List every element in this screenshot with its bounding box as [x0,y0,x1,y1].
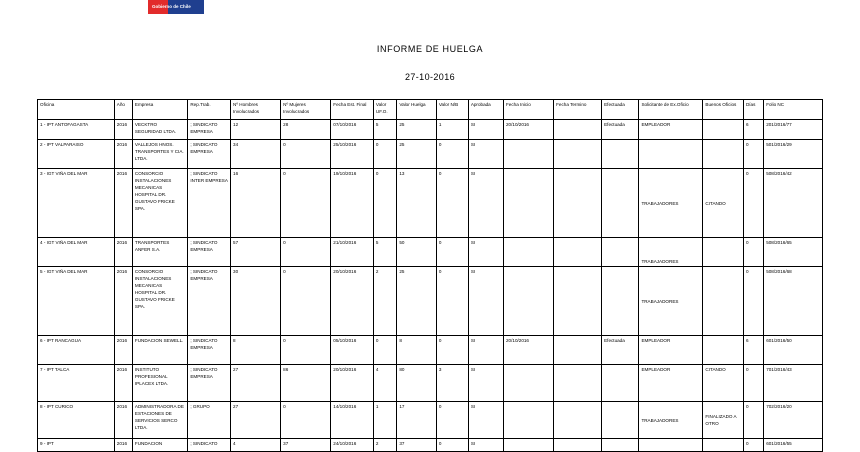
table-cell: 2016 [114,140,132,169]
table-cell: 20/10/2016 [331,365,374,402]
table-cell: ; SINDICATO [188,439,231,452]
table-cell: 0 [743,402,763,439]
col-header: Solicitante de Ex.Oficio [639,100,703,120]
table-cell: CITANDO [703,169,744,238]
table-cell: 2016 [114,238,132,267]
table-cell: 5 - IGT VIÑA DEL MAR [38,267,115,336]
table-row [38,140,823,169]
table-row [38,402,823,439]
table-cell: ; SINDICATO INTER EMPRESA [188,169,231,238]
table-cell: 0 [373,336,396,365]
table-cell: 27 [231,402,281,439]
table-cell [703,140,744,169]
table-cell: 2 - IPT VALPARAISO [38,140,115,169]
table-cell: 34 [231,140,281,169]
table-cell: 1 - IPT ANTOFAGASTA [38,120,115,140]
table-cell: 30 [231,267,281,336]
table-cell [703,267,744,336]
table-cell: 0 [743,169,763,238]
table-cell: 0 [436,439,468,452]
strike-report-table [37,99,823,452]
table-cell: 25 [397,267,436,336]
table-cell: 28 [281,120,331,140]
table-cell: 4 [231,439,281,452]
report-date: 27-10-2016 [404,72,456,82]
table-cell: 24/10/2016 [331,439,374,452]
col-header: Días [743,100,763,120]
table-cell: 8 [397,336,436,365]
table-cell [639,140,703,169]
table-cell: 0 [436,336,468,365]
table-cell: SI [468,336,503,365]
table-cell [602,169,639,238]
table-cell [703,238,744,267]
table-cell [504,169,554,238]
table-row [38,336,823,365]
table-cell: 0 [436,238,468,267]
table-cell: 0 [281,238,331,267]
table-cell: 508/2016/68 [764,267,823,336]
col-header: Efectuada [602,100,639,120]
table-cell: Efectuada [602,336,639,365]
table-cell: 2016 [114,336,132,365]
table-row [38,267,823,336]
table-cell: 4 [373,365,396,402]
table-cell: CONSORCIO INSTALACIONES MECANICAS HOSPITAL DR. GUSTAVO FRICKE SPA. [132,267,187,336]
table-cell: 20/10/2016 [504,336,554,365]
table-cell [602,238,639,267]
table-cell: TRABAJADORES [639,402,703,439]
table-cell: Efectuada [602,120,639,140]
col-header: Nº Hombres Involucrados [231,100,281,120]
table-cell: 0 [281,140,331,169]
table-cell: 14/10/2016 [331,402,374,439]
table-cell: 3 [436,365,468,402]
table-cell: 50 [397,238,436,267]
table-cell: FUNDACION SEWELL. [132,336,187,365]
table-cell: 05/10/2016 [331,336,374,365]
table-cell: ; SINDICATO EMPRESA [188,238,231,267]
col-header: Valor Huelga [397,100,436,120]
table-cell: 508/2016/42 [764,169,823,238]
col-header: Folio NC [764,100,823,120]
table-cell [554,336,602,365]
table-cell: 57 [231,238,281,267]
table-cell: FUNDACION [132,439,187,452]
table-cell: 1 [373,402,396,439]
table-cell: 701/2016/43 [764,365,823,402]
table-cell: SI [468,439,503,452]
table-cell: 5 [373,120,396,140]
table-cell: 1 [436,120,468,140]
table-cell: 0 [436,402,468,439]
table-cell: ; GRUPO [188,402,231,439]
table-cell: ADMINISTRADORA DE ESTACIONES DE SERVICIOS SERCO LTDA. [132,402,187,439]
table-cell: 0 [281,169,331,238]
table-cell: ; SINDICATO EMPRESA [188,140,231,169]
table-cell [703,120,744,140]
col-header: Fecha Termino [554,100,602,120]
table-cell: ; SINDICATO EMPRESA [188,267,231,336]
table-row [38,238,823,267]
table-cell: 0 [373,169,396,238]
col-header: Nº Mujeres Involucrados [281,100,331,120]
table-cell: 7 - IPT TALCA [38,365,115,402]
table-cell: 25/10/2016 [331,140,374,169]
table-cell: 2016 [114,120,132,140]
report-title: INFORME DE HUELGA [376,44,484,54]
table-cell [504,238,554,267]
table-cell [602,402,639,439]
table-cell: 6 [743,336,763,365]
col-header: Oficina [38,100,115,120]
col-header: Valor UF.O. [373,100,396,120]
table-cell: 0 [743,140,763,169]
logo-text: Gobierno de Chile [152,4,191,9]
table-cell: SI [468,365,503,402]
table-cell: 2016 [114,439,132,452]
table-cell: 0 [281,267,331,336]
table-cell: INSTITUTO PROFESIONAL IPLACEX LTDA. [132,365,187,402]
table-cell: 6 [743,120,763,140]
table-cell: CITANDO [703,365,744,402]
table-cell: 13 [397,169,436,238]
table-cell: 07/10/2016 [331,120,374,140]
table-cell: 12 [231,120,281,140]
table-cell: SI [468,140,503,169]
col-header: Aprobada [468,100,503,120]
table-cell: 8 [231,336,281,365]
table-cell: 201/2016/77 [764,120,823,140]
col-header: Fecha Est. Final [331,100,374,120]
gobierno-logo [148,0,204,14]
table-cell: EMPLEADOR [639,365,703,402]
table-cell: ; SINDICATO EMPRESA [188,120,231,140]
table-cell [504,140,554,169]
col-header: Fecha Inicio [504,100,554,120]
table-cell: 21/10/2016 [331,238,374,267]
table-cell: 86 [281,365,331,402]
table-cell: SI [468,238,503,267]
table-cell: 37 [397,439,436,452]
table-cell: 4 - IGT VIÑA DEL MAR [38,238,115,267]
table-cell: 2016 [114,267,132,336]
table-cell [554,140,602,169]
table-cell: 3 - IGT VIÑA DEL MAR [38,169,115,238]
table-cell: 9 - IPT [38,439,115,452]
table-cell: EMPLEADOR [639,120,703,140]
table-row [38,120,823,140]
col-header: Empresa [132,100,187,120]
table-cell: SI [468,120,503,140]
table-cell [504,402,554,439]
table-cell [602,140,639,169]
table-cell [554,238,602,267]
col-header: Año [114,100,132,120]
table-header-row [38,100,823,120]
table-cell [554,365,602,402]
table-cell: TRABAJADORES [639,238,703,267]
table-cell: VECKTRO SEGURIDAD LTDA. [132,120,187,140]
table-cell: 501/2016/29 [764,140,823,169]
table-cell: ; SINDICATO EMPRESA [188,365,231,402]
table-cell: 2016 [114,402,132,439]
table-cell: 508/2016/65 [764,238,823,267]
table-cell [504,365,554,402]
table-cell [703,336,744,365]
table-cell: SI [468,169,503,238]
table-cell: 2016 [114,169,132,238]
table-cell: 0 [743,365,763,402]
table-cell: TRANSPORTES ANFER S.A. [132,238,187,267]
table-cell: TRABAJADORES [639,267,703,336]
table-cell: 2 [373,439,396,452]
table-cell [554,402,602,439]
table-cell: 80 [397,365,436,402]
table-cell: 25 [397,140,436,169]
table-cell: 16 [231,169,281,238]
table-cell [602,365,639,402]
table-cell: 0 [743,238,763,267]
table-cell: 702/2016/20 [764,402,823,439]
table-cell: TRABAJADORES [639,169,703,238]
table-cell: 19/10/2016 [331,169,374,238]
table-cell: 27 [231,365,281,402]
table-cell: CONSORCIO INSTALACIONES MECANICAS HOSPITAL DR. GUSTAVO FRICKE SPA. [132,169,187,238]
table-cell: VALLEJOS HNOS. TRANSPORTES Y CIA. LTDA. [132,140,187,169]
table-cell: 0 [743,439,763,452]
table-cell: 0 [373,140,396,169]
table-cell [554,169,602,238]
table-cell: 2 [373,267,396,336]
table-cell: 6 - IPT RANCAGUA [38,336,115,365]
table-row [38,365,823,402]
table-cell: 0 [743,267,763,336]
table-cell: SI [468,267,503,336]
table-row [38,169,823,238]
table-cell [554,267,602,336]
table-cell: 2016 [114,365,132,402]
table-cell [602,267,639,336]
table-cell: SI [468,402,503,439]
table-cell [554,120,602,140]
table-cell: 0 [281,336,331,365]
table-cell: 0 [436,267,468,336]
col-header: Valor N/B [436,100,468,120]
table-cell: 25 [397,120,436,140]
table-cell: 20/10/2016 [504,120,554,140]
col-header: Rep.Trab. [188,100,231,120]
table-cell: 17 [397,402,436,439]
table-cell: 5 [373,238,396,267]
table-cell: FINALIZADO A OTRO [703,402,744,439]
table-cell: 8 - IPT CURICO [38,402,115,439]
table-cell: 601/2016/55 [764,439,823,452]
col-header: Buenos Oficios [703,100,744,120]
table-cell [504,267,554,336]
table-cell: EMPLEADOR [639,336,703,365]
table-cell: 601/2016/50 [764,336,823,365]
table-cell: 0 [436,169,468,238]
table-cell: 0 [281,402,331,439]
table-cell: 37 [281,439,331,452]
table-cell: ; SINDICATO EMPRESA [188,336,231,365]
table-cell: 20/10/2016 [331,267,374,336]
table-cell: 0 [436,140,468,169]
